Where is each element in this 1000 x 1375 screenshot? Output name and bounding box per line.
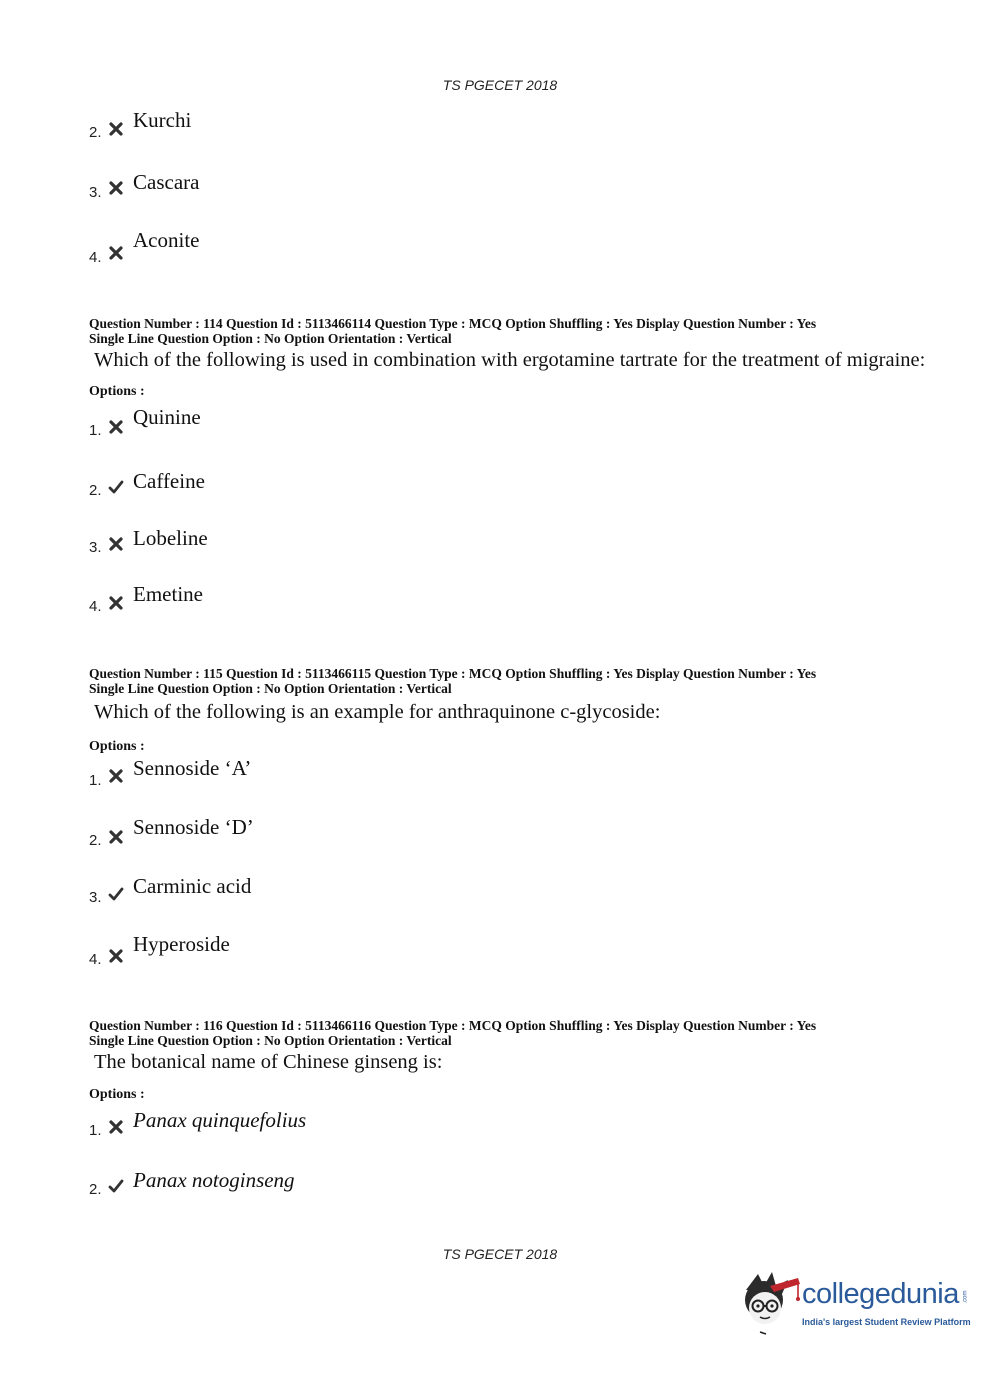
- cross-icon: [108, 419, 124, 435]
- option-number: 3.: [89, 539, 102, 556]
- mascot-icon: [740, 1268, 802, 1338]
- check-icon: [108, 479, 124, 495]
- option-text: Panax quinquefolius: [133, 1108, 307, 1132]
- option-text: Carminic acid: [133, 874, 252, 898]
- question-meta: [89, 666, 816, 696]
- option-number: 1.: [89, 1122, 102, 1139]
- option-number: 2.: [89, 1181, 102, 1198]
- cross-icon: [108, 948, 124, 964]
- option-text: Emetine: [133, 582, 203, 606]
- question-meta: [89, 1018, 816, 1048]
- cross-icon: [108, 768, 124, 784]
- option-text: Panax notoginseng: [133, 1168, 295, 1192]
- option-text: Quinine: [133, 405, 201, 429]
- option-text: Sennoside ‘A’: [133, 756, 252, 780]
- question-meta-line: Question Number : 115 Question Id : 5113466115 Question Type : MCQ Option Shuffling : Yes Display Question Number : Yes: [89, 666, 817, 681]
- logo-brand: collegedunia: [802, 1278, 959, 1310]
- option-text: Sennoside ‘D’: [133, 815, 254, 839]
- option-number: 2.: [89, 482, 102, 499]
- question-meta-line: Single Line Question Option : No Option Orientation : Vertical: [89, 1033, 452, 1048]
- check-icon: [108, 886, 124, 902]
- option-number: 4.: [89, 598, 102, 615]
- option-number: 1.: [89, 422, 102, 439]
- option-number: 3.: [89, 184, 102, 201]
- option-text: Lobeline: [133, 526, 208, 550]
- question-text: Which of the following is used in combination with ergotamine tartrate for the treatment of migraine:: [94, 349, 926, 371]
- question-meta: [89, 316, 816, 346]
- options-label: Options :: [89, 384, 145, 399]
- option-number: 4.: [89, 951, 102, 968]
- options-label: Options :: [89, 1087, 145, 1102]
- logo-tagline: India's largest Student Review Platform: [802, 1317, 971, 1327]
- options-label: Options :: [89, 739, 145, 754]
- collegedunia-logo: [740, 1268, 970, 1340]
- option-number: 3.: [89, 889, 102, 906]
- logo-suffix: .com: [962, 1290, 969, 1304]
- question-text: The botanical name of Chinese ginseng is:: [94, 1051, 443, 1073]
- option-number: 2.: [89, 832, 102, 849]
- cross-icon: [108, 595, 124, 611]
- option-number: 1.: [89, 772, 102, 789]
- cross-icon: [108, 245, 124, 261]
- option-text: Cascara: [133, 170, 200, 194]
- check-icon: [108, 1178, 124, 1194]
- option-text: Caffeine: [133, 469, 205, 493]
- option-number: 4.: [89, 249, 102, 266]
- question-meta-line: Single Line Question Option : No Option Orientation : Vertical: [89, 331, 452, 346]
- option-text: Kurchi: [133, 108, 192, 132]
- question-meta-line: Question Number : 116 Question Id : 5113466116 Question Type : MCQ Option Shuffling : Yes Display Question Number : Yes: [89, 1018, 817, 1033]
- option-text: Aconite: [133, 228, 200, 252]
- cross-icon: [108, 536, 124, 552]
- question-meta-line: Single Line Question Option : No Option Orientation : Vertical: [89, 681, 452, 696]
- cross-icon: [108, 1119, 124, 1135]
- question-meta-line: Question Number : 114 Question Id : 5113466114 Question Type : MCQ Option Shuffling : Yes Display Question Number : Yes: [89, 316, 817, 331]
- question-text: Which of the following is an example for anthraquinone c-glycoside:: [94, 701, 661, 723]
- page-footer: TS PGECET 2018: [442, 1246, 558, 1262]
- option-text: Hyperoside: [133, 932, 230, 956]
- page-header: TS PGECET 2018: [442, 77, 558, 93]
- option-number: 2.: [89, 124, 102, 141]
- cross-icon: [108, 829, 124, 845]
- cross-icon: [108, 180, 124, 196]
- cross-icon: [108, 121, 124, 137]
